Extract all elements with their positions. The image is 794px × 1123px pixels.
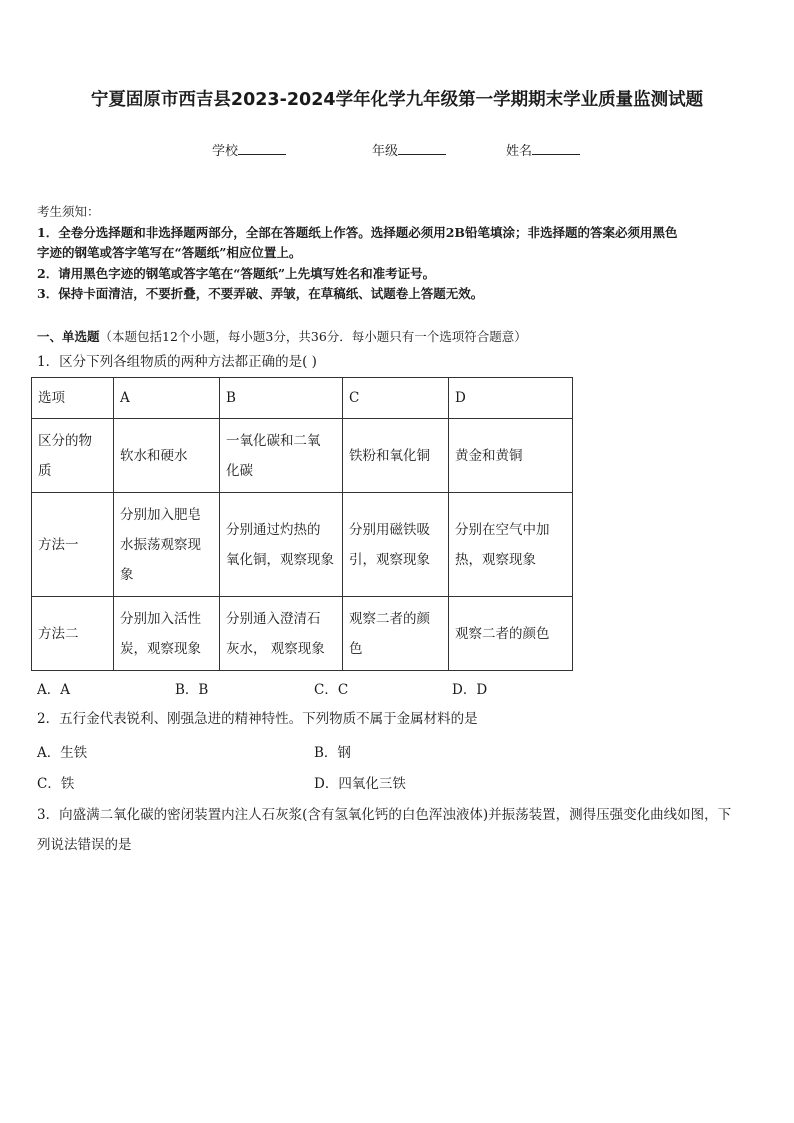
cell-line: 热，观察现象 <box>455 551 536 568</box>
cell-line: 分别通过灼热的 <box>226 521 321 538</box>
notice-heading: 考生须知： <box>37 204 100 219</box>
name-blank <box>532 142 580 155</box>
school-label: 学校 <box>212 144 239 159</box>
cell-line: 质 <box>38 462 52 479</box>
cell-line: 灰水， 观察现象 <box>226 640 325 657</box>
table-cell <box>343 419 449 493</box>
q2-option-d: D．四氧化三铁 <box>314 776 406 792</box>
page-title: 宁夏固原市西吉县2023-2024学年化学九年级第一学期期末学业质量监测试题 <box>90 90 704 110</box>
table-cell <box>343 493 449 597</box>
name-label: 姓名 <box>506 144 533 159</box>
cell-line: 分别加入肥皂 <box>120 506 201 523</box>
q2-option-a: A．生铁 <box>37 745 88 761</box>
table-row <box>32 493 573 597</box>
cell-line: 一氧化碳和二氧 <box>226 432 321 449</box>
cell-line: 象 <box>120 566 134 583</box>
table-header-cell: C <box>343 378 449 419</box>
cell-line: 分别在空气中加 <box>455 521 550 538</box>
cell-line: 炭，观察现象 <box>120 640 201 657</box>
cell-line: 水振荡观察现 <box>120 536 201 553</box>
q1-option-c: C．C <box>314 682 349 698</box>
notice-item-2: 2．请用黑色字迹的钢笔或答字笔在“答题纸”上先填写姓名和准考证号。 <box>37 265 436 281</box>
cell-line: 化碳 <box>226 462 253 479</box>
school-blank <box>238 142 286 155</box>
cell-line: 铁粉和氧化铜 <box>349 447 430 464</box>
notice-item-3: 3．保持卡面清洁，不要折叠，不要弄破、弄皱，在草稿纸、试题卷上答题无效。 <box>37 286 484 301</box>
question-1-table <box>31 377 573 671</box>
cell-line: 软水和硬水 <box>120 447 188 464</box>
q2-option-c: C．铁 <box>37 776 75 792</box>
cell-line: 色 <box>349 640 363 657</box>
section-heading <box>37 327 527 345</box>
cell-line: 方法二 <box>38 625 79 642</box>
cell-line: 氧化铜，观察现象 <box>226 551 334 568</box>
q1-option-b: B．B <box>175 682 209 698</box>
table-cell <box>220 419 343 493</box>
table-header-cell: 选项 <box>32 378 114 419</box>
cell-line: 观察二者的颜 <box>349 610 430 627</box>
question-3-stem <box>37 800 757 860</box>
table-header-cell: A <box>114 378 220 419</box>
table-cell <box>343 597 449 671</box>
table-header-cell: D <box>449 378 573 419</box>
grade-label: 年级 <box>372 144 399 159</box>
grade-field <box>372 140 446 159</box>
cell-line: 分别用磁铁吸 <box>349 521 430 538</box>
q1-option-d: D．D <box>452 682 488 698</box>
notice-item-1: 1．全卷分选择题和非选择题两部分，全部在答题纸上作答。选择题必须用2B铅笔填涂；非选择题的答案必须用黑色 <box>37 224 678 240</box>
table-row <box>32 597 573 671</box>
table-cell <box>449 493 573 597</box>
table-cell <box>114 597 220 671</box>
table-header-cell: B <box>220 378 343 419</box>
cell-line: 分别加入活性 <box>120 610 201 627</box>
cell-line: 引，观察现象 <box>349 551 430 568</box>
table-cell <box>114 493 220 597</box>
exam-notice <box>37 202 757 305</box>
name-field <box>506 140 580 159</box>
table-cell <box>449 597 573 671</box>
section-title: 一、单选题 <box>37 329 100 344</box>
table-cell <box>449 419 573 493</box>
q2-option-b: B．钢 <box>314 745 351 761</box>
q1-option-a: A．A <box>37 682 70 698</box>
section-description: （本题包括12个小题，每小题3分，共36分．每小题只有一个选项符合题意） <box>99 329 527 344</box>
table-header-row <box>32 378 573 419</box>
cell-line: 分别通入澄清石 <box>226 610 321 627</box>
table-row-label <box>32 597 114 671</box>
table-cell <box>220 597 343 671</box>
cell-line: 黄金和黄铜 <box>455 447 523 464</box>
question-3-line: 列说法错误的是 <box>37 837 132 853</box>
school-field <box>212 140 286 159</box>
table-row-label <box>32 419 114 493</box>
cell-line: 观察二者的颜色 <box>455 625 550 642</box>
table-cell <box>220 493 343 597</box>
table-row-label <box>32 493 114 597</box>
table-row <box>32 419 573 493</box>
question-1-stem: 1．区分下列各组物质的两种方法都正确的是( ) <box>37 354 317 370</box>
notice-item-1-cont: 字迹的钢笔或答字笔写在“答题纸”相应位置上。 <box>37 245 302 260</box>
question-2-stem: 2．五行金代表锐利、刚强急进的精神特性。下列物质不属于金属材料的是 <box>37 711 478 727</box>
cell-line: 方法一 <box>38 536 79 553</box>
cell-line: 区分的物 <box>38 432 92 449</box>
table-cell <box>114 419 220 493</box>
question-3-line: 3．向盛满二氧化碳的密闭装置内注人石灰浆(含有氢氧化钙的白色浑浊液体)并振荡装置，测得压强变化曲线如图，下 <box>37 807 732 823</box>
grade-blank <box>398 142 446 155</box>
